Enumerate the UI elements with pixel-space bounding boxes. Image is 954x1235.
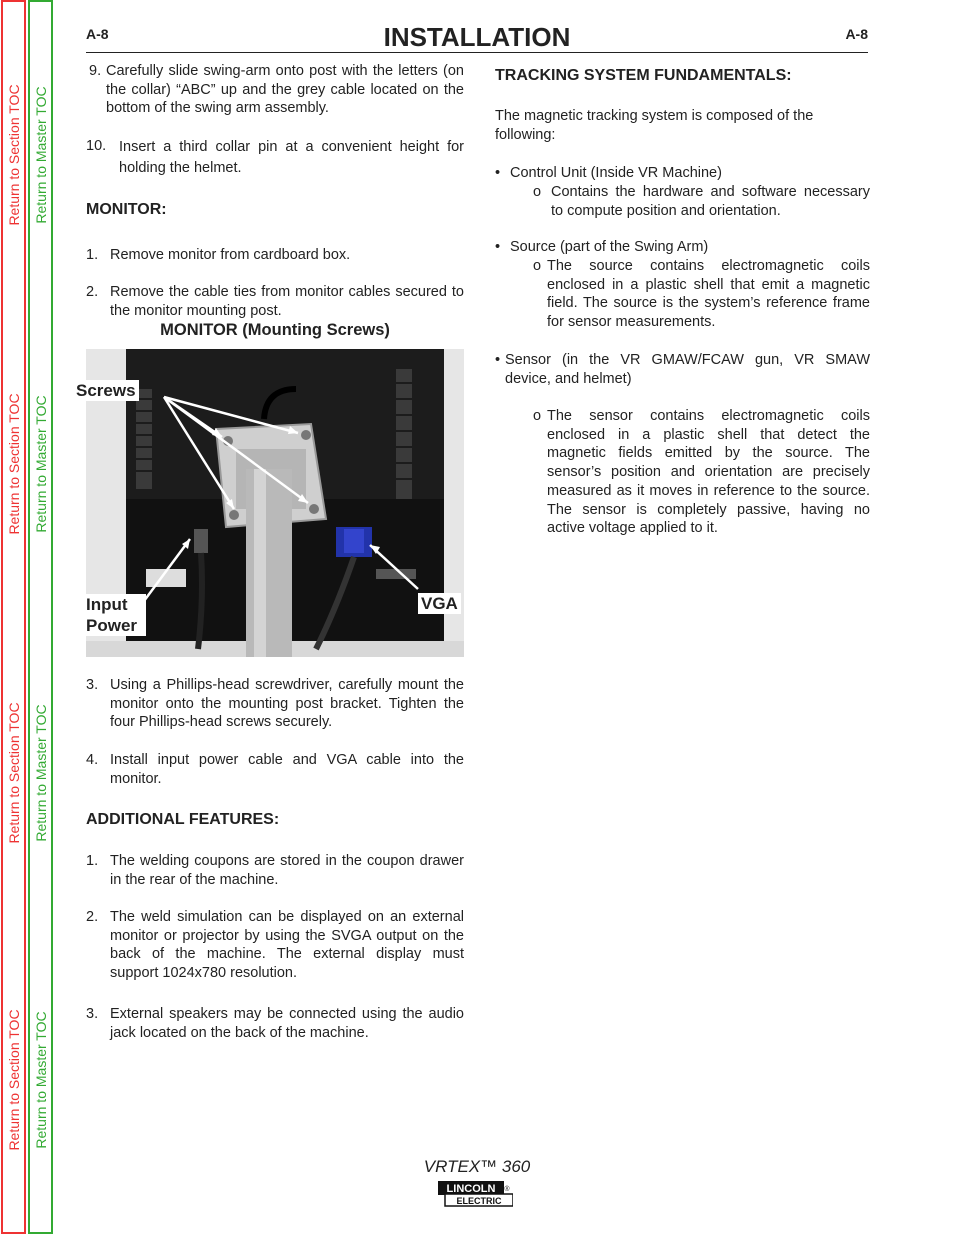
return-to-master-toc-link[interactable]: Return to Master TOC (32, 1011, 49, 1149)
return-to-section-toc-link[interactable]: Return to Section TOC (5, 84, 22, 226)
figure-caption: MONITOR (Mounting Screws) (160, 321, 390, 339)
list-item: • Source (part of the Swing Arm) (495, 239, 709, 255)
additional-features-heading: ADDITIONAL FEATURES: (86, 811, 280, 828)
intro-paragraph: The magnetic tracking system is composed of the following: (495, 108, 814, 143)
list-item: o The source contains electromagnetic coils enclosed in a plastic shell that emit a magnetic field. The source is the system’s reference frame for sensor measurements. (533, 258, 870, 331)
page-title: INSTALLATION (383, 22, 571, 52)
return-to-master-toc-link[interactable]: Return to Master TOC (32, 704, 49, 842)
list-item: 10. Insert a third collar pin at a convenient height for holding the helmet. (86, 138, 464, 176)
svg-text:®: ® (504, 1186, 510, 1193)
page-number-right: A-8 (845, 26, 868, 42)
master-toc-sidebar (28, 0, 53, 1234)
list-item: • Control Unit (Inside VR Machine) (495, 165, 722, 181)
list-item: 1. The welding coupons are stored in the coupon drawer in the rear of the machine. (86, 853, 464, 888)
list-item: 3. External speakers may be connected using the audio jack located on the back of the machine. (86, 1006, 464, 1041)
return-to-master-toc-link[interactable]: Return to Master TOC (32, 395, 49, 533)
svg-text:ELECTRIC: ELECTRIC (456, 1196, 502, 1206)
list-item: o Contains the hardware and software necessary to compute position and orientation. (533, 184, 870, 219)
list-item: 2. Remove the cable ties from monitor cables secured to the monitor mounting post. (86, 284, 464, 319)
list-item: • Sensor (in the VR GMAW/FCAW gun, VR SMAW device, and helmet) (495, 352, 870, 387)
return-to-section-toc-link[interactable]: Return to Section TOC (5, 1009, 22, 1151)
vga-label: VGA (418, 593, 461, 614)
list-item: 4. Install input power cable and VGA cable into the monitor. (86, 752, 464, 787)
lincoln-electric-logo (437, 1180, 513, 1208)
return-to-master-toc-link[interactable]: Return to Master TOC (32, 86, 49, 224)
model-name: VRTEX™ 360 (423, 1157, 531, 1176)
input-power-label: Input Power (83, 594, 146, 636)
monitor-heading: MONITOR: (86, 201, 167, 218)
screws-label: Screws (73, 380, 139, 401)
right-column (495, 0, 870, 560)
svg-text:LINCOLN: LINCOLN (446, 1183, 496, 1195)
return-to-section-toc-link[interactable]: Return to Section TOC (5, 702, 22, 844)
list-item: o The sensor contains electromagnetic coils enclosed in a plastic shell that detect the magnetic fields emitted by the source. The sensor’s position and orientation are precisely measured as it moves in reference to the source. The sensor is completely passive, having no active voltage applied to it. (533, 408, 870, 537)
list-item: 2. The weld simulation can be displayed on an external monitor or projector by using the SVGA output on the back of the machine. The external display must support 1024x780 resolution. (86, 909, 464, 982)
list-item: 1. Remove monitor from cardboard box. (86, 247, 351, 263)
page-number-left: A-8 (86, 26, 109, 42)
list-item: 9. Carefully slide swing-arm onto post with the letters (on the collar) “ABC” up and the grey cable located on the bottom of the swing arm assembly. (89, 63, 464, 117)
section-toc-sidebar (1, 0, 26, 1234)
return-to-section-toc-link[interactable]: Return to Section TOC (5, 393, 22, 535)
tracking-system-heading: TRACKING SYSTEM FUNDAMENTALS: (495, 67, 792, 84)
list-item: 3. Using a Phillips-head screwdriver, carefully mount the monitor onto the mounting post bracket. Tighten the four Phillips-head screws securely. (86, 677, 464, 731)
